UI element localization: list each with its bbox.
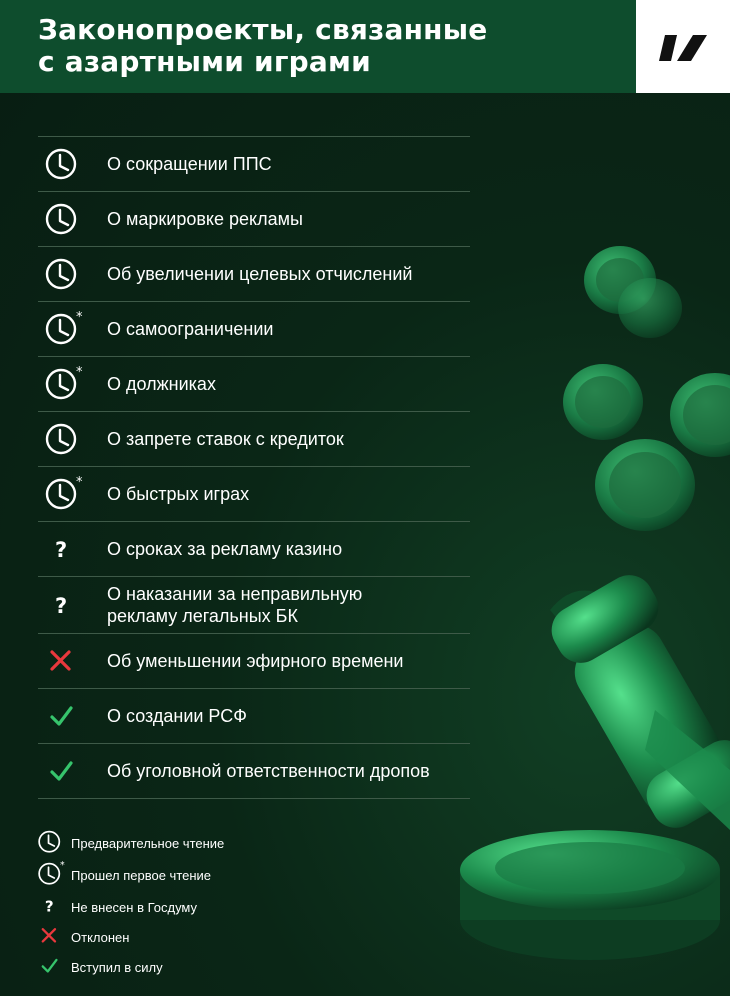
check-icon <box>44 697 84 735</box>
gavel-and-chips-illustration <box>455 230 730 996</box>
clock-star-icon <box>37 860 71 888</box>
clock-star-icon <box>44 475 84 513</box>
clock-icon <box>44 420 84 458</box>
clock-icon <box>44 255 84 293</box>
bill-row <box>38 744 470 799</box>
page-title: Законопроекты, связанные с азартными играми <box>38 13 488 78</box>
legend-label: Отклонен <box>71 930 130 945</box>
cross-icon <box>44 642 84 680</box>
bill-row <box>38 634 470 689</box>
svg-text:*: * <box>76 475 83 490</box>
clock-star-icon <box>44 310 84 348</box>
check-icon <box>44 752 84 790</box>
cross-icon <box>37 922 66 949</box>
bill-label: О сокращении ППС <box>107 154 272 174</box>
bill-label: Об уголовной ответственности дропов <box>107 761 430 781</box>
clock-icon <box>44 255 84 293</box>
clock-star-icon <box>37 860 66 887</box>
bill-label: О наказании за неправильную рекламу легальных БК <box>107 584 363 626</box>
clock-icon <box>44 200 84 238</box>
question-icon <box>44 586 84 624</box>
svg-text:?: ? <box>55 538 68 562</box>
logo <box>636 0 730 93</box>
bill-label: О быстрых играх <box>107 484 250 504</box>
bill-row <box>38 247 470 302</box>
bill-label: О должниках <box>107 374 216 394</box>
clock-star-icon <box>44 310 84 348</box>
svg-text:*: * <box>60 860 65 871</box>
question-icon <box>44 530 84 568</box>
clock-icon <box>37 828 66 855</box>
legend-label: Предварительное чтение <box>71 836 225 851</box>
check-icon <box>44 752 84 790</box>
bill-label: О запрете ставок с кредиток <box>107 429 344 449</box>
check-icon <box>37 952 66 979</box>
clock-icon <box>37 828 71 856</box>
clock-icon <box>44 420 84 458</box>
clock-icon <box>44 145 84 183</box>
bill-label: О создании РСФ <box>107 706 247 726</box>
bill-label: Об увеличении целевых отчислений <box>107 264 413 284</box>
bill-row <box>38 357 470 412</box>
chip-2 <box>618 278 682 338</box>
clock-star-icon <box>44 475 84 513</box>
clock-icon <box>44 200 84 238</box>
cross-icon <box>44 642 84 680</box>
bills-list <box>38 136 470 799</box>
bill-row <box>38 577 470 634</box>
svg-text:*: * <box>76 365 83 380</box>
svg-text:?: ? <box>55 594 68 618</box>
question-icon <box>37 892 71 920</box>
check-icon <box>37 952 71 980</box>
bill-row <box>38 689 470 744</box>
bill-label: О маркировке рекламы <box>107 209 303 229</box>
question-icon <box>44 586 84 624</box>
clock-star-icon <box>44 365 84 403</box>
chip-4 <box>670 373 730 457</box>
chip-3 <box>563 364 643 440</box>
legend-label: Вступил в силу <box>71 960 163 975</box>
cross-icon <box>37 922 71 950</box>
clock-icon <box>44 145 84 183</box>
legend-label: Прошел первое чтение <box>71 868 212 883</box>
bill-row <box>38 522 470 577</box>
svg-text:*: * <box>76 310 83 325</box>
question-icon <box>44 530 84 568</box>
legend-label: Не внесен в Госдуму <box>71 900 198 915</box>
check-icon <box>44 697 84 735</box>
bill-row <box>38 467 470 522</box>
bill-row <box>38 192 470 247</box>
header-banner <box>0 0 636 93</box>
clock-star-icon <box>44 365 84 403</box>
brand-logo-icon <box>657 31 709 63</box>
question-icon <box>37 892 66 919</box>
bill-label: Об уменьшении эфирного времени <box>107 651 404 671</box>
bill-row <box>38 137 470 192</box>
chip-5 <box>595 439 695 531</box>
svg-text:?: ? <box>44 897 54 916</box>
bill-label: О сроках за рекламу казино <box>107 539 343 559</box>
gavel <box>460 566 730 960</box>
bill-row <box>38 302 470 357</box>
bill-row <box>38 412 470 467</box>
bill-label: О самоограничении <box>107 319 274 339</box>
